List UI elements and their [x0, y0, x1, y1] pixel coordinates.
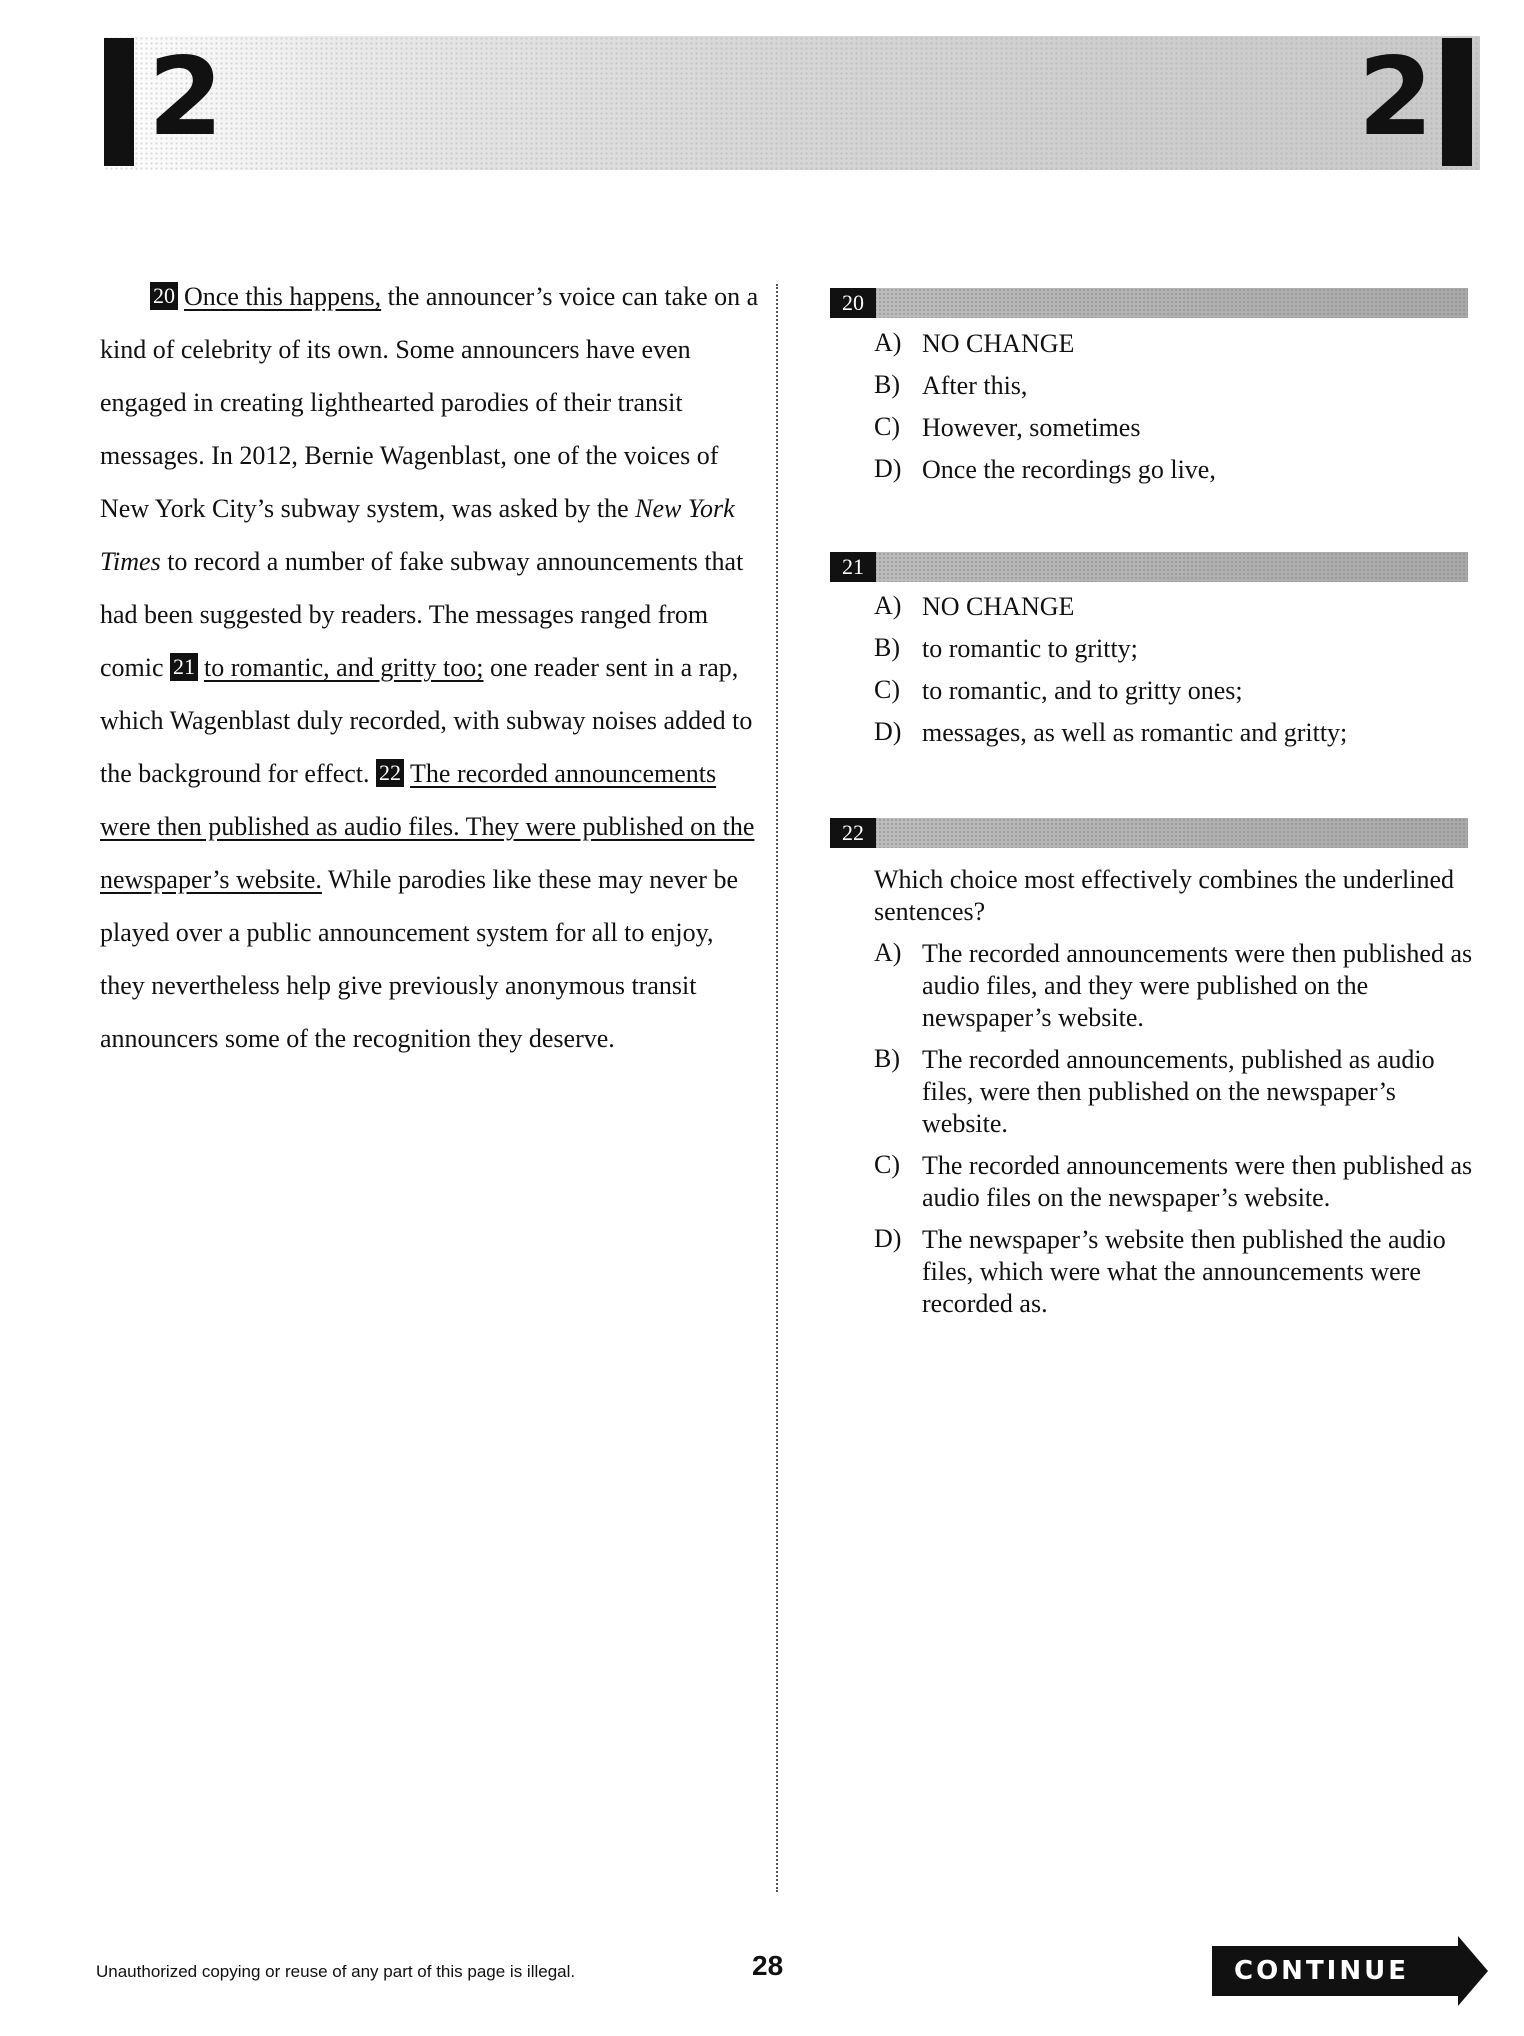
answer-option-20b[interactable]	[874, 370, 1474, 402]
answer-option-21c[interactable]	[874, 675, 1474, 707]
question-22-options	[874, 864, 1480, 1320]
passage-text: to record a number of fake subway announcements that had been suggested by readers. The messages ranged from comic	[100, 547, 744, 682]
option-text: However, sometimes	[922, 413, 1141, 442]
question-bar-21	[830, 552, 1468, 582]
answer-option-21d[interactable]	[874, 717, 1474, 749]
answer-option-21b[interactable]	[874, 633, 1474, 665]
option-letter: B)	[874, 1044, 900, 1073]
option-letter: A)	[874, 328, 902, 357]
option-letter: A)	[874, 938, 902, 967]
passage-italic-title: New York Times	[100, 494, 735, 576]
option-letter: A)	[874, 591, 902, 620]
option-text: The recorded announcements were then published as audio files on the newspaper’s website.	[922, 1151, 1473, 1212]
option-letter: C)	[874, 412, 900, 441]
section-header-band	[104, 36, 1480, 170]
question-20-options	[874, 328, 1474, 486]
question-bar-22	[830, 818, 1468, 848]
option-text: The recorded announcements were then published as audio files, and they were published on the newspaper’s website.	[922, 939, 1473, 1032]
passage-text: the announcer’s voice can take on a kind of celebrity of its own. Some announcers have even engaged in creating lighthearted parodies of their transit messages. In 2012, Bernie Wagenblast, one of the voices of New York City’s subway system, was asked by the	[100, 282, 759, 523]
underlined-segment-22: The recorded announcements were then published as audio files. They were published on the newspaper’s website.	[100, 759, 755, 894]
question-marker-22[interactable]: 22	[376, 759, 404, 787]
question-21-options	[874, 591, 1474, 749]
section-bar-right	[1442, 38, 1472, 166]
option-letter: D)	[874, 1224, 902, 1253]
underlined-segment-21: to romantic, and gritty too;	[204, 653, 484, 682]
answer-option-21a[interactable]	[874, 591, 1474, 623]
section-number-right: 2	[1358, 35, 1434, 160]
option-text: The recorded announcements, published as audio files, were then published on the newspaper’s website.	[922, 1045, 1435, 1138]
question-number-21: 21	[830, 552, 876, 582]
column-divider	[776, 284, 778, 1892]
option-letter: C)	[874, 675, 900, 704]
page-number: 28	[752, 1950, 784, 1981]
underlined-segment-20: Once this happens,	[184, 282, 382, 311]
option-text: messages, as well as romantic and gritty;	[922, 718, 1348, 747]
copyright-notice: Unauthorized copying or reuse of any part of this page is illegal.	[96, 1962, 576, 1981]
passage	[100, 270, 760, 1065]
answer-option-20a[interactable]	[874, 328, 1474, 360]
option-text: Once the recordings go live,	[922, 455, 1216, 484]
option-text: The newspaper’s website then published the audio files, which were what the announcements were recorded as.	[922, 1225, 1446, 1318]
option-letter: B)	[874, 370, 900, 399]
passage-text: While parodies like these may never be played over a public announcement system for all to enjoy, they nevertheless help give previously anonymous transit announcers some of the recognition they deserve.	[100, 865, 738, 1053]
option-letter: D)	[874, 454, 902, 483]
continue-arrow-icon[interactable]	[1458, 1936, 1488, 2006]
option-text: NO CHANGE	[922, 329, 1075, 358]
passage-paragraph	[100, 270, 760, 1065]
section-number-left: 2	[148, 35, 224, 160]
option-letter: B)	[874, 633, 900, 662]
continue-button[interactable]: CONTINUE	[1212, 1946, 1460, 1996]
option-text: NO CHANGE	[922, 592, 1075, 621]
option-letter: C)	[874, 1150, 900, 1179]
answer-option-20c[interactable]	[874, 412, 1474, 444]
question-marker-21[interactable]: 21	[170, 653, 198, 681]
question-bar-20	[830, 288, 1468, 318]
question-number-20: 20	[830, 288, 876, 318]
answer-option-22a[interactable]	[874, 938, 1480, 1034]
answer-option-22b[interactable]	[874, 1044, 1480, 1140]
passage-text: one reader sent in a rap, which Wagenblast duly recorded, with subway noises added to the background for effect.	[100, 653, 753, 788]
answer-option-22d[interactable]	[874, 1224, 1480, 1320]
option-letter: D)	[874, 717, 902, 746]
option-text: to romantic to gritty;	[922, 634, 1138, 663]
option-text: After this,	[922, 371, 1028, 400]
question-number-22: 22	[830, 818, 876, 848]
answer-option-20d[interactable]	[874, 454, 1474, 486]
question-marker-20[interactable]: 20	[150, 282, 178, 310]
question-stem-22: Which choice most effectively combines the underlined sentences?	[874, 865, 1454, 926]
option-text: to romantic, and to gritty ones;	[922, 676, 1243, 705]
section-bar-left	[104, 38, 134, 166]
answer-option-22c[interactable]	[874, 1150, 1480, 1214]
